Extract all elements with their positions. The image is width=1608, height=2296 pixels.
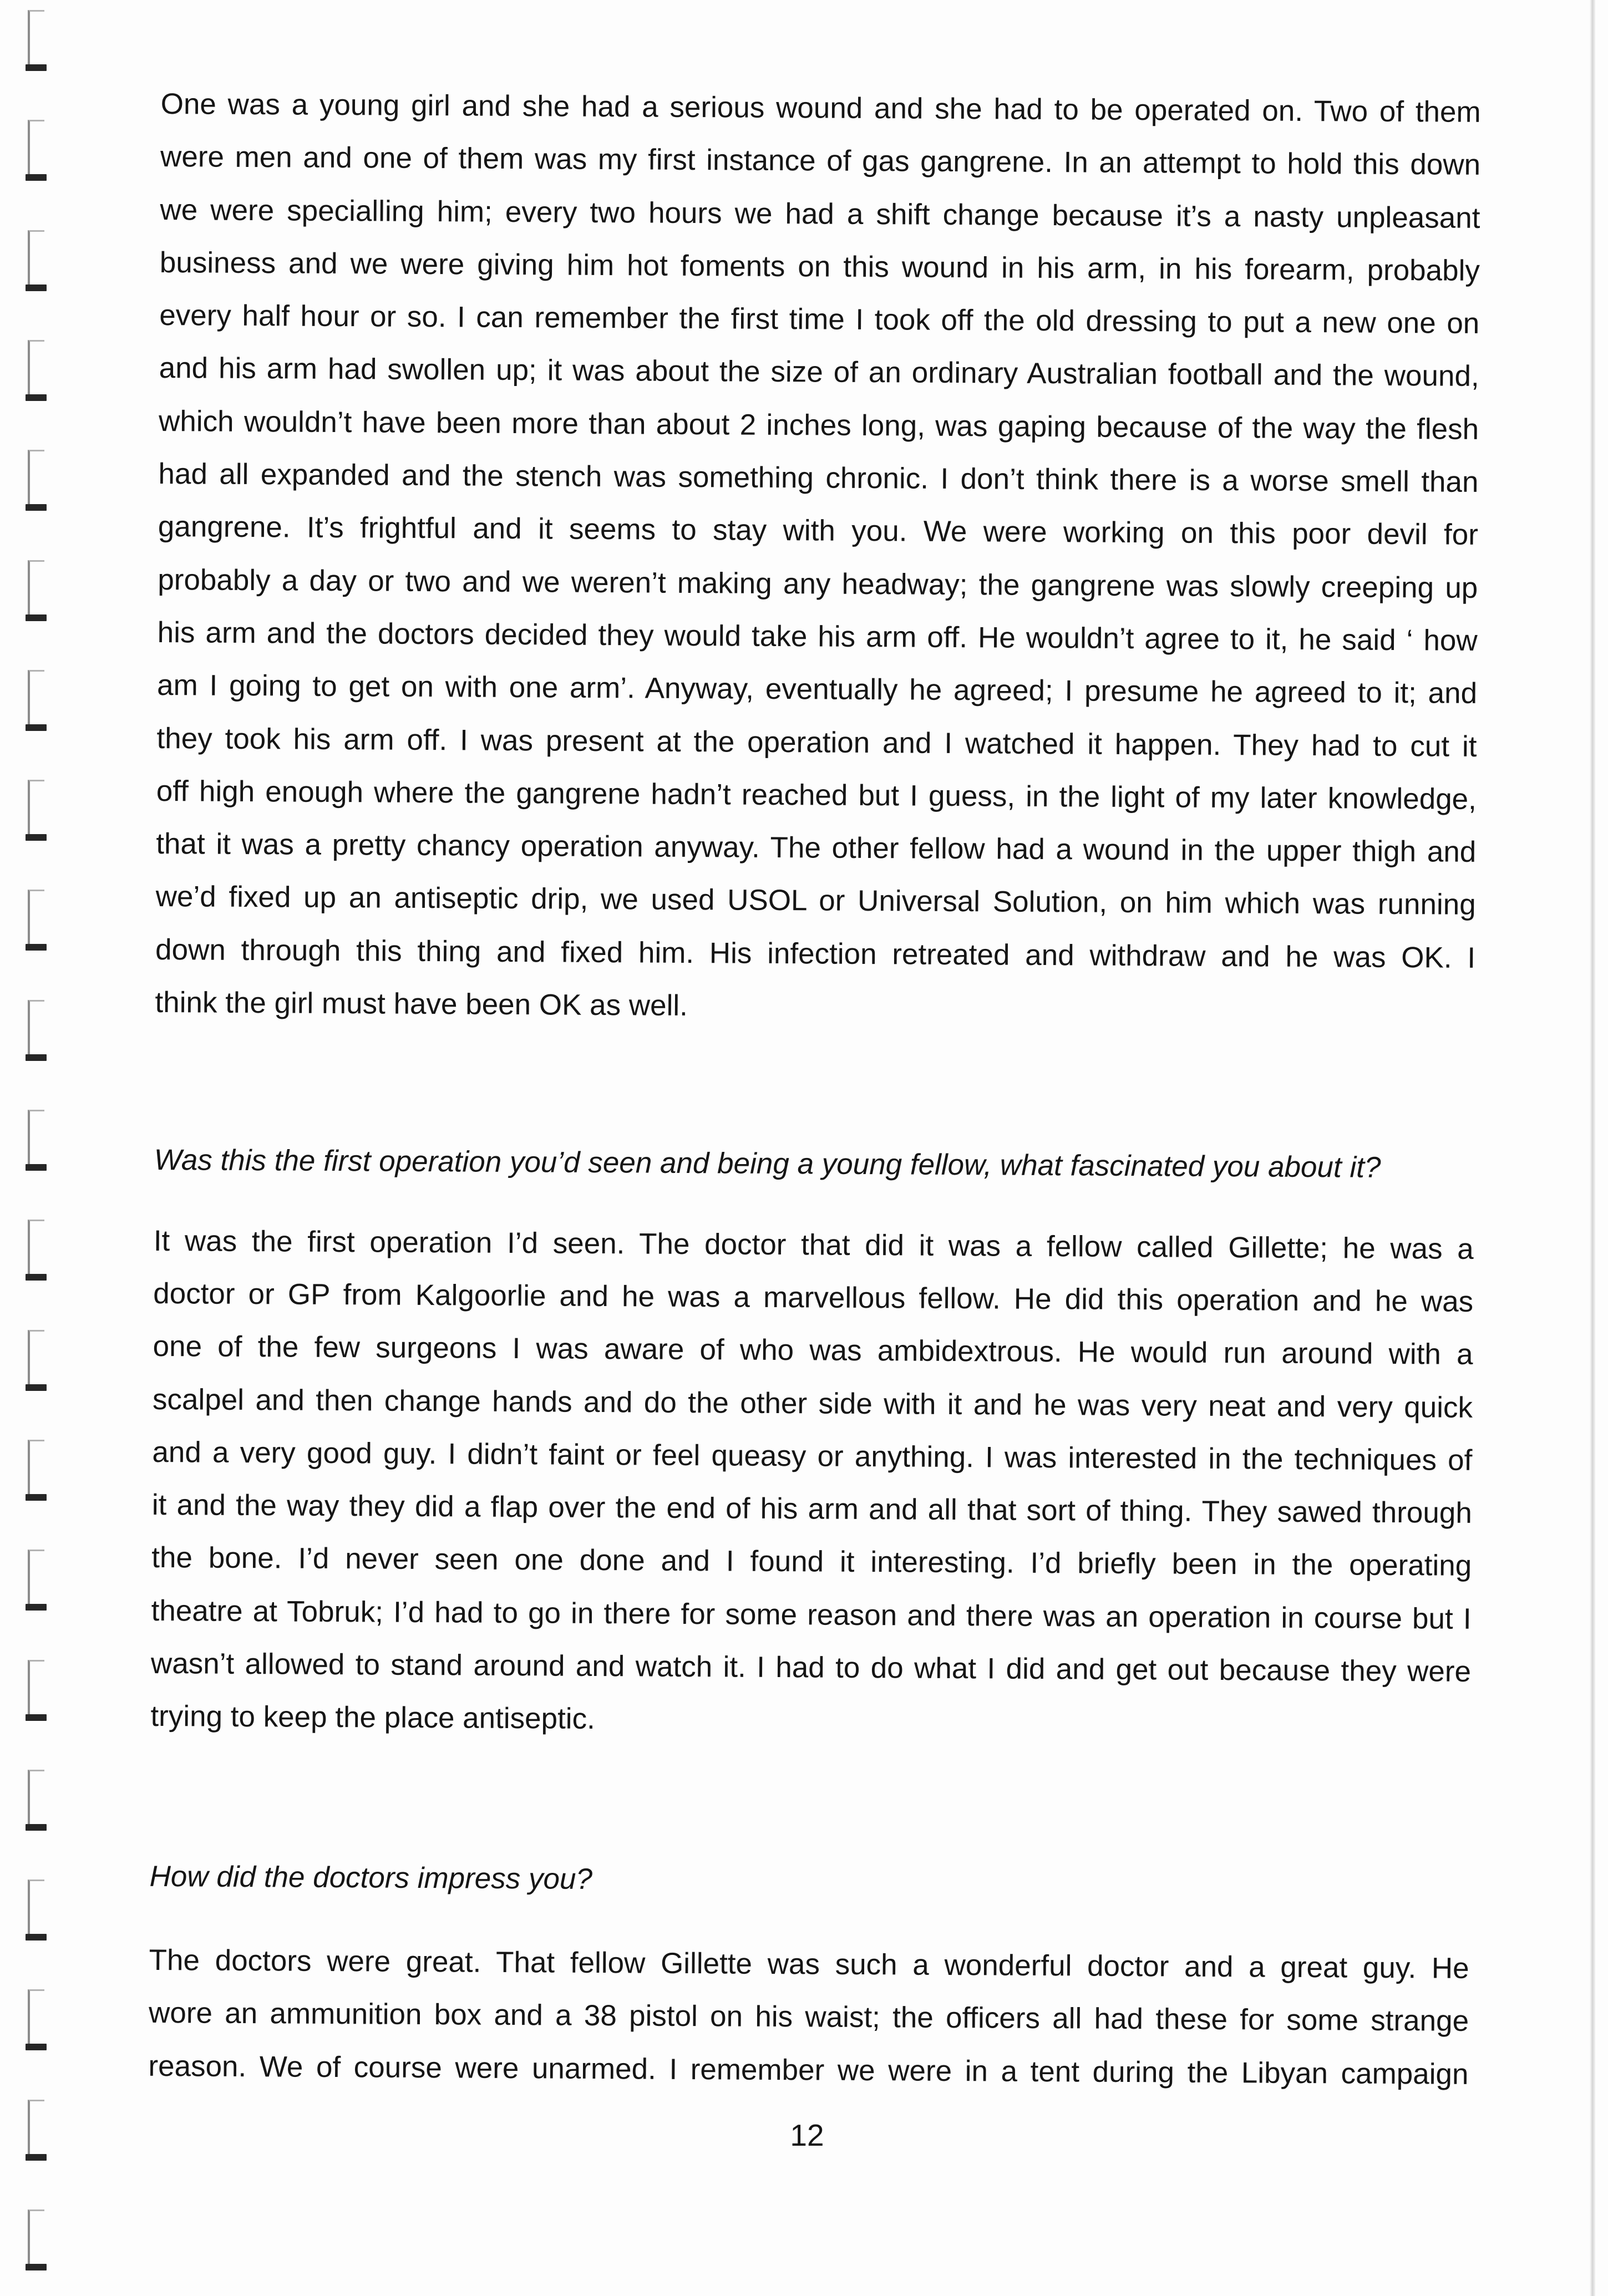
question-text: How did the doctors impress you? <box>149 1860 593 1896</box>
answer-line: The doctors were great. That fellow Gillette was such a wonderful doctor and a great guy. He <box>149 1943 1469 1985</box>
binder-ring-mark <box>28 450 44 507</box>
binder-ring-mark <box>28 1220 44 1277</box>
answer-line: were men and one of them was my first instance of gas gangrene. In an attempt to hold this down <box>160 140 1481 182</box>
binder-ring-mark <box>28 120 44 177</box>
answer-line: doctor or GP from Kalgoorlie and he was a marvellous fellow. He did this operation and he was <box>153 1277 1474 1318</box>
answer-line: they took his arm off. I was present at the operation and I watched it happen. They had to cut it <box>156 722 1477 763</box>
binder-ring-mark <box>28 2209 44 2267</box>
binder-margin <box>0 0 67 2296</box>
answer-line: am I going to get on with one arm’. Anyway, eventually he agreed; I presume he agreed to it; and <box>156 669 1478 710</box>
answer-line: One was a young girl and she had a serious wound and she had to be operated on. Two of them <box>160 87 1481 129</box>
answer-line: business and we were giving him hot foments on this wound in his arm, in his forearm, probably <box>159 246 1480 287</box>
answer-line: It was the first operation I’d seen. The doctor that did it was a fellow called Gillette; he was a <box>153 1224 1474 1266</box>
answer-line: probably a day or two and we weren’t making any headway; the gangrene was slowly creeping up <box>158 563 1478 605</box>
binder-ring-mark <box>28 10 44 68</box>
binder-ring-mark <box>28 1000 44 1058</box>
binder-ring-mark <box>28 1880 44 1937</box>
answer-line: wasn’t allowed to stand around and watch it. I had to do what I did and get out because they were <box>150 1647 1472 1688</box>
answer-paragraph <box>148 1934 1469 2101</box>
binder-ring-mark <box>28 1770 44 1827</box>
transcript-body <box>148 78 1481 2101</box>
answer-paragraph <box>155 78 1481 1037</box>
answer-line: which wouldn’t have been more than about 2 inches long, was gaping because of the way the flesh <box>158 404 1479 446</box>
answer-line: one of the few surgeons I was aware of who was ambidextrous. He would run around with a <box>153 1330 1473 1371</box>
answer-line: reason. We of course were unarmed. I remember we were in a tent during the Libyan campaign <box>148 2049 1469 2091</box>
answer-line: had all expanded and the stench was something chronic. I don’t think there is a worse smell than <box>158 458 1479 499</box>
answer-paragraph <box>150 1215 1474 1751</box>
binder-ring-mark <box>28 2100 44 2157</box>
binder-ring-mark <box>28 1550 44 1607</box>
answer-line: gangrene. It’s frightful and it seems to stay with you. We were working on this poor devil for <box>158 510 1479 552</box>
answer-line: every half hour or so. I can remember the first time I took off the old dressing to put a new one on <box>159 299 1480 341</box>
answer-line: scalpel and then change hands and do the other side with it and he was very neat and very quick <box>152 1383 1473 1424</box>
binder-ring-mark <box>28 780 44 837</box>
binder-ring-mark <box>28 560 44 618</box>
binder-ring-mark <box>28 670 44 728</box>
answer-line: we’d fixed up an antiseptic drip, we used USOL or Universal Solution, on him which was running <box>155 880 1476 922</box>
answer-line: theatre at Tobruk; I’d had to go in there for some reason and there was an operation in course but I <box>151 1594 1472 1635</box>
answer-line: his arm and the doctors decided they would take his arm off. He wouldn’t agree to it, he said ‘ how <box>157 616 1478 657</box>
answer-line: wore an ammunition box and a 38 pistol on his waist; the officers all had these for some strange <box>148 1997 1469 2038</box>
answer-line: off high enough where the gangrene hadn’t reached but I guess, in the light of my later knowledge, <box>156 774 1477 816</box>
binder-ring-mark <box>28 1110 44 1167</box>
answer-line: and a very good guy. I didn’t faint or feel queasy or anything. I was interested in the techniques of <box>152 1435 1473 1477</box>
answer-line: we were specialling him; every two hours we had a shift change because it’s a nasty unpleasant <box>160 193 1480 235</box>
binder-ring-mark <box>28 230 44 288</box>
interview-question <box>154 1134 1474 1195</box>
binder-ring-mark <box>28 1660 44 1718</box>
page-edge-shadow <box>1590 0 1595 2296</box>
answer-line: down through this thing and fixed him. His infection retreated and withdraw and he was OK. I <box>155 933 1476 974</box>
answer-line: trying to keep the place antiseptic. <box>150 1700 595 1736</box>
answer-line: the bone. I’d never seen one done and I found it interesting. I’d briefly been in the operating <box>151 1541 1472 1583</box>
binder-ring-mark <box>28 890 44 947</box>
page-number: 12 <box>790 2118 824 2152</box>
binder-ring-mark <box>28 340 44 398</box>
binder-ring-mark <box>28 1989 44 2047</box>
answer-line: think the girl must have been OK as well. <box>155 986 688 1023</box>
question-text: Was this the first operation you’d seen and being a young fellow, what fascinated you about it? <box>154 1144 1381 1185</box>
answer-line: it and the way they did a flap over the end of his arm and all that sort of thing. They sawed through <box>151 1489 1472 1530</box>
binder-ring-mark <box>28 1330 44 1388</box>
answer-line: and his arm had swollen up; it was about the size of an ordinary Australian football and the wound, <box>159 352 1479 393</box>
interview-question <box>149 1850 1470 1911</box>
answer-line: that it was a pretty chancy operation anyway. The other fellow had a wound in the upper thigh and <box>156 827 1477 869</box>
binder-ring-mark <box>28 1440 44 1497</box>
